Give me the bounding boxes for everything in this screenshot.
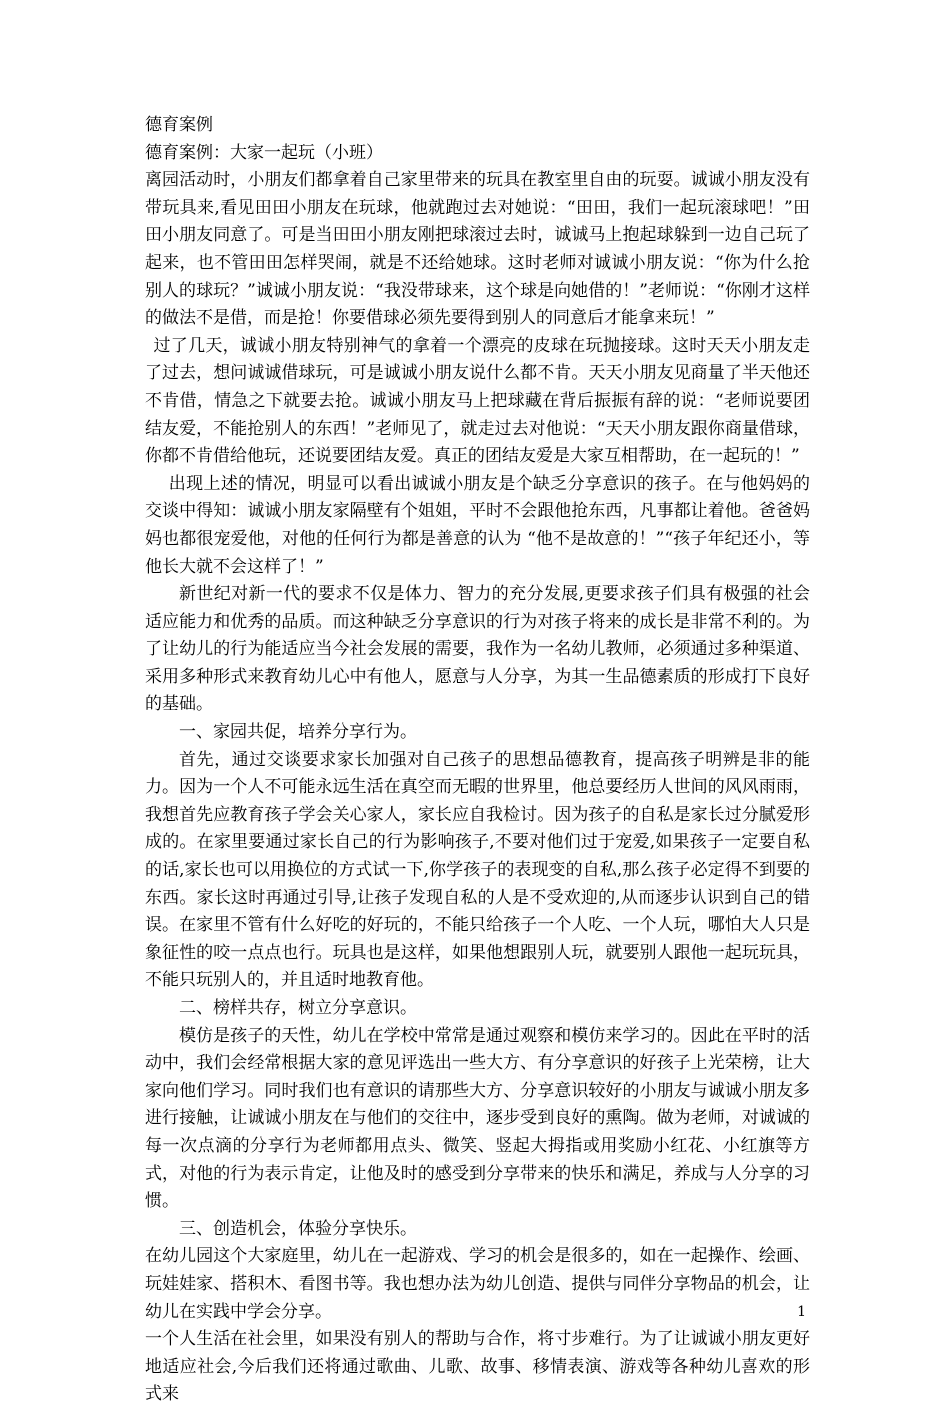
document-heading: 德育案例 (145, 115, 213, 135)
paragraph-3: 出现上述的情况，明显可以看出诚诚小朋友是个缺乏分享意识的孩子。在与他妈妈的交谈中得知：诚诚小朋友家隔壁有个姐姐，平时不会跟他抢东西，凡事都让着他。爸爸妈妈也都很宠爱他，对他的任何行为都是善意的认为 “他不是故意的！”“孩子年纪还小，等他长大就不会这样了！” (145, 473, 810, 577)
paragraph-7: 在幼儿园这个大家庭里，幼儿在一起游戏、学习的机会是很多的，如在一起操作、绘画、玩娃娃家、搭积木、看图书等。我也想办法为幼儿创造、提供与同伴分享物品的机会，让幼儿在实践中学会分享。 (145, 1246, 810, 1322)
paragraph-5: 首先，通过交谈要求家长加强对自己孩子的思想品德教育，提高孩子明辨是非的能力。因为一个人不可能永远生活在真空而无暇的世界里，他总要经历人世间的风风雨雨，我想首先应教育孩子学会关心家人，家长应自我检讨。因为孩子的自私是家长过分腻爱形成的。在家里要通过家长自己的行为影响孩子,不要对他们过于宠爱,如果孩子一定要自私的话,家长也可以用换位的方式试一下,你学孩子的表现变的自私,那么孩子必定得不到要的东西。家长这时再通过引导,让孩子发现自私的人是不受欢迎的,从而逐步认识到自己的错误。在家里不管有什么好吃的好玩的，不能只给孩子一个人吃、一个人玩，哪怕大人只是象征性的咬一点点也行。玩具也是这样，如果他想跟别人玩，就要别人跟他一起玩玩具，不能只玩别人的，并且适时地教育他。 (145, 749, 810, 991)
paragraph-2: 过了几天，诚诚小朋友特别神气的拿着一个漂亮的皮球在玩抛接球。这时天天小朋友走了过去，想问诚诚借球玩，可是诚诚小朋友说什么都不肯。天天小朋友见商量了半天他还不肯借，情急之下就要去抢。诚诚小朋友马上把球藏在背后振振有辞的说：“老师说要团结友爱，不能抢别人的东西！”老师见了，就走过去对他说：“天天小朋友跟你商量借球，你都不肯借给他玩，还说要团结友爱。真正的团结友爱是大家互相帮助，在一起玩的！” (145, 335, 810, 467)
page-number: 1 (797, 1304, 806, 1320)
section-heading-2: 二、榜样共存，树立分享意识。 (179, 998, 417, 1018)
document-subheading: 德育案例：大家一起玩（小班） (145, 142, 383, 163)
document-page (145, 112, 810, 1409)
paragraph-4: 新世纪对新一代的要求不仅是体力、智力的充分发展,更要求孩子们具有极强的社会适应能力和优秀的品质。而这种缺乏分享意识的行为对孩子将来的成长是非常不利的。为了让幼儿的行为能适应当今社会发展的需要，我作为一名幼儿教师，必须通过多种渠道、采用多种形式来教育幼儿心中有他人，愿意与人分享，为其一生品德素质的形成打下良好的基础。 (145, 584, 810, 715)
paragraph-8: 一个人生活在社会里，如果没有别人的帮助与合作，将寸步难行。为了让诚诚小朋友更好地适应社会,今后我们还将通过歌曲、儿歌、故事、移情表演、游戏等各种幼儿喜欢的形式来 (145, 1329, 810, 1405)
section-heading-3: 三、创造机会，体验分享快乐。 (179, 1218, 417, 1239)
paragraph-6: 模仿是孩子的天性，幼儿在学校中常常是通过观察和模仿来学习的。因此在平时的活动中，我们会经常根据大家的意见评选出一些大方、有分享意识的好孩子上光荣榜，让大家向他们学习。同时我们也有意识的请那些大方、分享意识较好的小朋友与诚诚小朋友多进行接触，让诚诚小朋友在与他们的交往中，逐步受到良好的熏陶。做为老师，对诚诚的每一次点滴的分享行为老师都用点头、微笑、竖起大拇指或用奖励小红花、小红旗等方式，对他的行为表示肯定，让他及时的感受到分享带来的快乐和满足，养成与人分享的习惯。 (145, 1025, 810, 1212)
section-heading-1: 一、家园共促，培养分享行为。 (179, 722, 417, 743)
paragraph-1: 离园活动时，小朋友们都拿着自己家里带来的玩具在教室里自由的玩耍。诚诚小朋友没有带玩具来,看见田田小朋友在玩球，他就跑过去对她说：“田田，我们一起玩滚球吧！”田田小朋友同意了。可是当田田小朋友刚把球滚过去时，诚诚马上抱起球躲到一边自己玩了起来，也不管田田怎样哭闹，就是不还给她球。这时老师对诚诚小朋友说：“你为什么抢别人的球玩？”诚诚小朋友说：“我没带球来，这个球是向她借的！”老师说：“你刚才这样的做法不是借，而是抢！你要借球必须先要得到别人的同意后才能拿来玩！” (145, 170, 810, 329)
